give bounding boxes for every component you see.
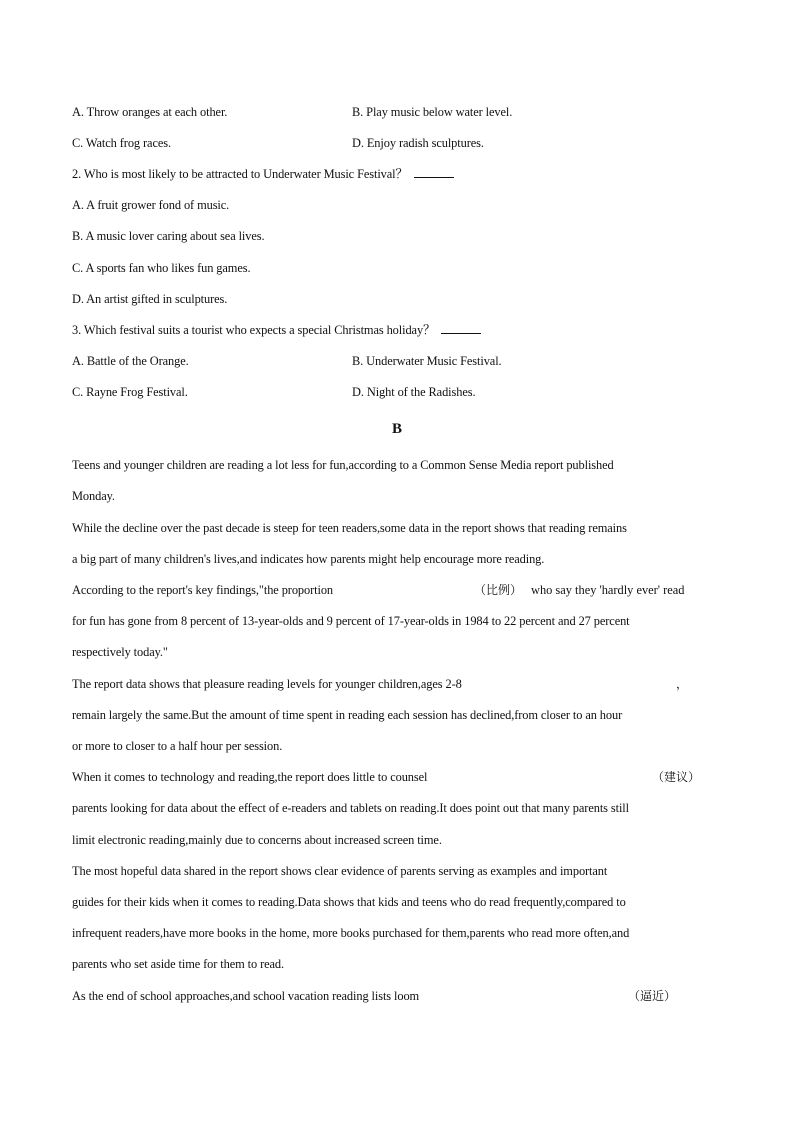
section-heading: B	[391, 421, 402, 437]
q3-stem: 3. Which festival suits a tourist who expects a special Christmas holiday？	[72, 323, 436, 337]
passage-line: limit electronic reading,mainly due to concerns about increased screen time.	[72, 833, 442, 847]
comma-mark: ，	[676, 677, 689, 691]
gloss-proportion: （比例）	[474, 583, 523, 597]
passage-line: for fun has gone from 8 percent of 13-year-olds and 9 percent of 17-year-olds in 1984 to 22 percent and 27 percent	[72, 614, 630, 628]
q2-option-a: A. A fruit grower fond of music.	[72, 198, 230, 212]
passage-line: parents looking for data about the effect of e-readers and tablets on reading.It does point out that many parents still	[72, 801, 629, 815]
passage-line: or more to closer to a half hour per session.	[72, 739, 283, 753]
q3-stem-line	[72, 322, 481, 338]
passage-line: parents who set aside time for them to read.	[72, 957, 285, 971]
passage-line: Monday.	[72, 489, 115, 503]
passage-line: When it comes to technology and reading,the report does little to counsel	[72, 770, 428, 784]
passage-line: a big part of many children's lives,and indicates how parents might help encourage more reading.	[72, 552, 545, 566]
q1-option-c: C. Watch frog races.	[72, 136, 171, 150]
gloss-loom: （逼近）	[628, 989, 677, 1003]
q2-option-d: D. An artist gifted in sculptures.	[72, 292, 228, 306]
passage-line: Teens and younger children are reading a lot less for fun,according to a Common Sense Media report published	[72, 458, 614, 472]
q3-option-c: C. Rayne Frog Festival.	[72, 385, 188, 399]
q1-option-a: A. Throw oranges at each other.	[72, 105, 228, 119]
passage-line: who say they 'hardly ever' read	[531, 583, 685, 597]
q1-option-d: D. Enjoy radish sculptures.	[352, 136, 484, 150]
q1-option-b: B. Play music below water level.	[352, 105, 513, 119]
q3-answer-blank	[441, 322, 481, 334]
passage-line: According to the report's key findings,"the proportion	[72, 583, 334, 597]
passage-line: infrequent readers,have more books in the home, more books purchased for them,parents who read more often,and	[72, 926, 630, 940]
q2-stem-line	[72, 166, 454, 182]
q2-answer-blank	[414, 166, 454, 178]
passage-line: While the decline over the past decade is steep for teen readers,some data in the report shows that reading remains	[72, 521, 627, 535]
passage-line: The most hopeful data shared in the report shows clear evidence of parents serving as examples and important	[72, 864, 608, 878]
passage-line: remain largely the same.But the amount of time spent in reading each session has declined,from closer to an hour	[72, 708, 623, 722]
q2-stem: 2. Who is most likely to be attracted to Underwater Music Festival？	[72, 167, 408, 181]
q2-option-b: B. A music lover caring about sea lives.	[72, 229, 265, 243]
passage-line: The report data shows that pleasure reading levels for younger children,ages 2-8	[72, 677, 462, 691]
q3-option-b: B. Underwater Music Festival.	[352, 354, 502, 368]
passage-line: respectively today."	[72, 645, 168, 659]
q3-option-d: D. Night of the Radishes.	[352, 385, 476, 399]
passage-line: guides for their kids when it comes to reading.Data shows that kids and teens who do read frequently,compared to	[72, 895, 626, 909]
q3-option-a: A. Battle of the Orange.	[72, 354, 189, 368]
passage-line: As the end of school approaches,and school vacation reading lists loom	[72, 989, 420, 1003]
q2-option-c: C. A sports fan who likes fun games.	[72, 261, 251, 275]
gloss-counsel: （建议）	[652, 770, 701, 784]
